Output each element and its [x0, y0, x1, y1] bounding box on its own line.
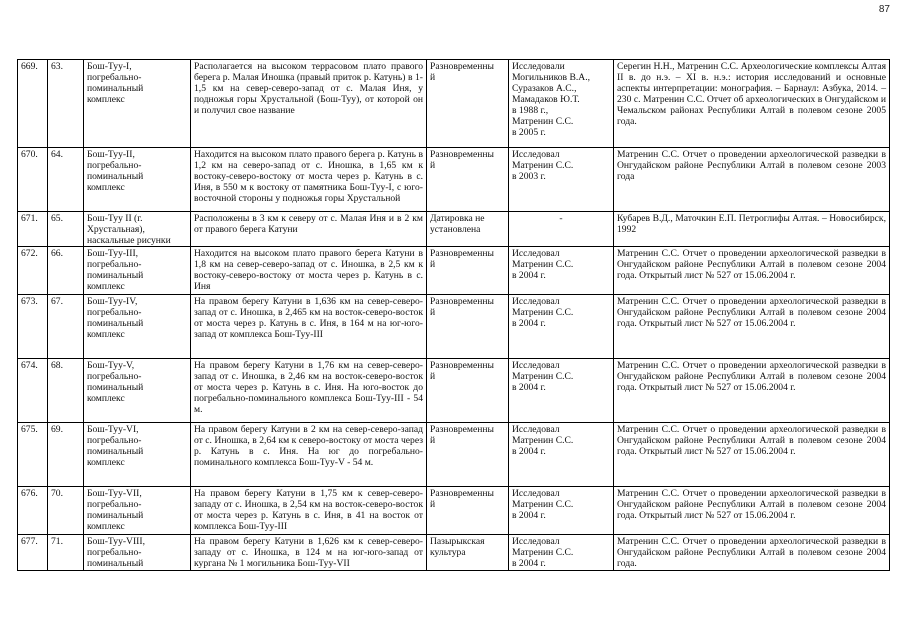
sub-number: 67. — [48, 295, 84, 359]
monument-dating: Разновременны й — [427, 359, 509, 423]
row-number: 669. — [18, 60, 48, 148]
monument-dating: Разновременны й — [427, 148, 509, 212]
page-number: 87 — [878, 4, 890, 15]
sub-number: 65. — [48, 212, 84, 247]
row-number: 672. — [18, 247, 48, 295]
monument-name: Бош-Туу-II, погребально- поминальный комплекс — [84, 148, 191, 212]
table-row — [18, 212, 890, 247]
monument-location: Располагается на высоком террасовом плато правого берега р. Малая Иношка (правый приток р. Катунь) в 1-1,5 км на север-северо-запад от с. Малая Иня, у подножья горы Хрустальной (Бош-Туу), от которой он и получил свое название — [191, 60, 427, 148]
table-row — [18, 359, 890, 423]
table-row — [18, 148, 890, 212]
monument-location: Находится на высоком плато правого берега Катуни в 1,8 км на север-северо-запад от с. Иношка, в 2,5 км к востоку-северо-востоку от моста через р. Катунь в с. Иня — [191, 247, 427, 295]
monument-name: Бош-Туу-III, погребально- поминальный комплекс — [84, 247, 191, 295]
monument-name: Бош-Туу II (г. Хрустальная), наскальные рисунки — [84, 212, 191, 247]
monument-research: Исследовал Матренин С.С. в 2004 г. — [509, 295, 614, 359]
row-number: 675. — [18, 423, 48, 487]
monument-bibliography: Матренин С.С. Отчет о проведении археологической разведки в Онгудайском районе Республики Алтай в полевом сезоне 2004 года. Открытый лист № 527 от 15.06.2004 г. — [614, 295, 890, 359]
sub-number: 69. — [48, 423, 84, 487]
monument-research: Исследовал Матренин С.С. в 2004 г. — [509, 247, 614, 295]
table-row — [18, 295, 890, 359]
monument-location: Расположены в 3 км к северу от с. Малая Иня и в 2 км от правого берега Катуни — [191, 212, 427, 247]
monument-bibliography: Матренин С.С. Отчет о проведении археологической разведки в Онгудайском районе Республики Алтай в полевом сезоне 2003 года — [614, 148, 890, 212]
monument-bibliography: Матренин С.С. Отчет о проведении археологической разведки в Онгудайском районе Республики Алтай в полевом сезоне 2004 года. Открытый лист № 527 от 15.06.2004 г. — [614, 423, 890, 487]
table-row — [18, 487, 890, 535]
monument-name: Бош-Туу-VII, погребально- поминальный комплекс — [84, 487, 191, 535]
sub-number: 64. — [48, 148, 84, 212]
monument-location: На правом берегу Катуни в 1,76 км на север-северо-запад от с. Иношка, в 2,46 км на восток-северо-восток от моста через р. Катунь в с. Иня. На юго-восток до погребально-поминального комплекса Бош-Туу-III - 54 м. — [191, 359, 427, 423]
monument-dating: Разновременны й — [427, 60, 509, 148]
monument-dating: Разновременны й — [427, 423, 509, 487]
sub-number: 70. — [48, 487, 84, 535]
monument-bibliography: Матренин С.С. Отчет о проведении археологической разведки в Онгудайском районе Республики Алтай в полевом сезоне 2004 года. Открытый лист № 527 от 15.06.2004 г. — [614, 359, 890, 423]
monument-name: Бош-Туу-V, погребально- поминальный комплекс — [84, 359, 191, 423]
table-row — [18, 535, 890, 571]
monument-research: Исследовали Могильников В.А., Суразаков А.С., Мамадаков Ю.Т. в 1988 г., Матренин С.С. в 2005 г. — [509, 60, 614, 148]
monument-research: - — [509, 212, 614, 247]
sub-number: 63. — [48, 60, 84, 148]
row-number: 676. — [18, 487, 48, 535]
monument-research: Исследовал Матренин С.С. в 2003 г. — [509, 148, 614, 212]
row-number: 677. — [18, 535, 48, 571]
table-row — [18, 247, 890, 295]
monument-name: Бош-Туу-I, погребально- поминальный комплекс — [84, 60, 191, 148]
monument-dating: Разновременны й — [427, 247, 509, 295]
monument-research: Исследовал Матренин С.С. в 2004 г. — [509, 535, 614, 571]
sub-number: 68. — [48, 359, 84, 423]
row-number: 674. — [18, 359, 48, 423]
monument-research: Исследовал Матренин С.С. в 2004 г. — [509, 423, 614, 487]
row-number: 671. — [18, 212, 48, 247]
monument-location: На правом берегу Катуни в 1,636 км на север-северо-запад от с. Иношка, в 2,465 км на восток-северо-восток от моста через р. Катунь в с. Иня, в 164 м на юг-юго-запад от комплекса Бош-Туу-III — [191, 295, 427, 359]
monument-location: На правом берегу Катуни в 1,75 км к север-северо-западу от с. Иношка, в 2,54 км на восток-северо-восток от моста через р. Катунь в с. Иня, в 41 на восток от комплекса Бош-Туу-III — [191, 487, 427, 535]
monument-bibliography: Матренин С.С. Отчет о проведении археологической разведки в Онгудайском районе Республики Алтай в полевом сезоне 2004 года. Открытый лист № 527 от 15.06.2004 г. — [614, 487, 890, 535]
monument-bibliography: Кубарев В.Д., Маточкин Е.П. Петроглифы Алтая. – Новосибирск, 1992 — [614, 212, 890, 247]
table-row — [18, 60, 890, 148]
monument-name: Бош-Туу-VIII, погребально- поминальный — [84, 535, 191, 571]
monument-name: Бош-Туу-VI, погребально- поминальный комплекс — [84, 423, 191, 487]
monument-dating: Датировка не установлена — [427, 212, 509, 247]
monument-research: Исследовал Матренин С.С. в 2004 г. — [509, 359, 614, 423]
monument-location: На правом берегу Катуни в 1,626 км к север-северо-западу от с. Иношка, в 124 м на юг-юго-запад от кургана № 1 могильника Бош-Туу-VII — [191, 535, 427, 571]
row-number: 670. — [18, 148, 48, 212]
monument-dating: Пазырыкская культура — [427, 535, 509, 571]
register-table — [17, 59, 890, 571]
sub-number: 66. — [48, 247, 84, 295]
monument-bibliography: Серегин Н.Н., Матренин С.С. Археологические комплексы Алтая II в. до н.э. – XI в. н.э.: история исследований и основные аспекты интерпретации: монография. – Барнаул: Азбука, 2014. – 230 с. Матренин С.С. Отчет об археологических в Онгудайском и Чемальском районах Республики Алтай в полевом сезоне 2005 года. — [614, 60, 890, 148]
sub-number: 71. — [48, 535, 84, 571]
monument-bibliography: Матренин С.С. Отчет о проведении археологической разведки в Онгудайском районе Республики Алтай в полевом сезоне 2004 года. Открытый лист № 527 от 15.06.2004 г. — [614, 247, 890, 295]
monument-dating: Разновременны й — [427, 487, 509, 535]
row-number: 673. — [18, 295, 48, 359]
monument-bibliography: Матренин С.С. Отчет о проведении археологической разведки в Онгудайском районе Республики Алтай в полевом сезоне 2004 года. — [614, 535, 890, 571]
monument-location: На правом берегу Катуни в 2 км на север-северо-запад от с. Иношка, в 2,64 км к северо-востоку от моста через р. Катунь в с. Иня. На юг до погребально-поминального комплекса Бош-Туу-V - 54 м. — [191, 423, 427, 487]
monument-name: Бош-Туу-IV, погребально- поминальный комплекс — [84, 295, 191, 359]
monument-location: Находится на высоком плато правого берега р. Катунь в 1,2 км на северо-запад от с. Иношка, в 1,65 км к востоку-северо-востоку от моста через р. Катунь в с. Иня, в 550 м к востоку от памятника Бош-Туу-I, с юго-восточной стороны у подножья горы Хрустальной — [191, 148, 427, 212]
monument-dating: Разновременны й — [427, 295, 509, 359]
monument-research: Исследовал Матренин С.С. в 2004 г. — [509, 487, 614, 535]
table-row — [18, 423, 890, 487]
